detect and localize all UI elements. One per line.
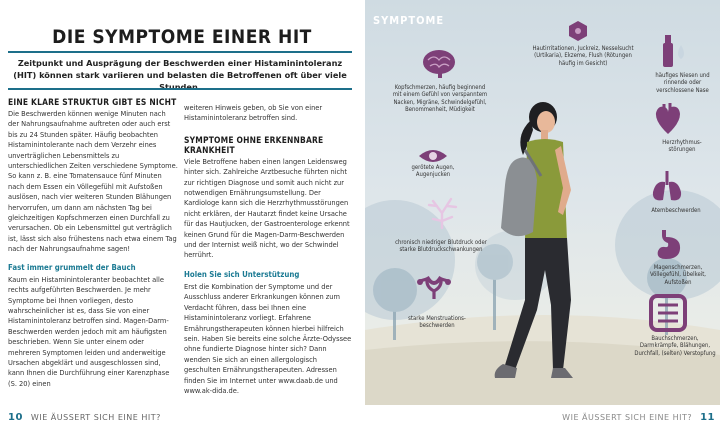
label-intestine: Bauchschmerzen, Darmkrämpfe, Blähungen, Durchfall, (selten) Verstopfung (634, 336, 716, 357)
label-heart: Herzrhythmus-störungen (662, 140, 702, 154)
section-text: Erst die Kombination der Symptome und der Ausschluss anderer Erkrankungen können zum Verdacht führen, dass bei Ihnen eine Histaminintoleranz vorliegt. Erfahrene Ernährungstherapeuten können hierbei hilfreich sein. Haben Sie bereits eine solche Ärzte-Odyssee ohne fundierte Diagnose hinter sich? Dann wenden Sie sich an einen allergologisch geschulten Ernährungstherapeuten. Adressen finden Sie im Internet unter www.daab.de und www.ak-dida.de. (184, 281, 352, 395)
label-nose: häufiges Niesen und rinnende oder verschlossene Nase (655, 73, 710, 94)
label-menstruation: starke Menstruations-beschwerden (408, 316, 466, 330)
page-number: 11 (700, 412, 715, 423)
section-text: Kaum ein Histaminintoleranter beobachtet alle rechts aufgeführten Beschwerden. Je mehr Symptome bei Ihnen vorliegen, desto wahrscheinlicher ist es, dass Sie von einer Histaminintoleranz betroffen sind. Magen-Darm-Beschwerden werden jedoch mit am häufigsten beschrieben. Wenn Sie unter einem oder mehreren Symptomen leiden und anderweitige Ursachen abgeklärt und ausgeschlossen sind, kann Ihnen die Durchführung einer Karenzphase (S. 20) einen (8, 274, 170, 388)
nose-spray-icon (659, 33, 689, 69)
section-heading: SYMPTOME OHNE ERKENNBARE KRANKHEIT (184, 134, 324, 155)
running-head: WIE ÄUSSERT SICH EINE HIT? (562, 413, 693, 422)
section-heading: EINE KLARE STRUKTUR GIBT ES NICHT (8, 97, 177, 107)
lungs-icon (650, 170, 684, 204)
label-stomach: Magenschmerzen, Völlegefühl, Übelkeit, Aufstoßen (650, 265, 706, 286)
intestine-icon (649, 294, 687, 332)
section-heading: Fast immer grummelt der Bauch (8, 262, 136, 272)
label-eyes: gerötete Augen, Augenjucken (411, 165, 455, 179)
stomach-icon (653, 229, 683, 261)
title-rule (8, 51, 352, 53)
right-page (365, 0, 720, 432)
uterus-icon (416, 271, 452, 301)
illustration (365, 0, 720, 405)
intro-text: Zeitpunkt und Ausprägung der Beschwerden einer Histaminintoleranz (HIT) können stark variieren und belasten die Betroffenen oft über viele (13, 58, 347, 81)
page-number: 10 (8, 412, 23, 423)
heart-icon (653, 102, 683, 136)
skin-icon (567, 20, 589, 42)
label-blood-pressure: chronisch niedriger Blutdruck oder starke Blutdruckschwankungen (395, 240, 487, 254)
section-text: Die Beschwerden können wenige Minuten nach der Nahrungsaufnahme auftreten oder auch erst bis zu 24 Stunden später. Häufig beobachten Histaminintolerante nach dem Verzehr eines unverträglichen Lebensmittels zu unterschiedlichen Zeiten verschiedene Symptome. So kann z. B. eine Tomatensauce fünf Minuten nach dem Essen ein Völlegefühl mit Aufstoßen auslösen, nach vier weiteren Stunden Blähungen hervorrufen, um dann am nächsten Tag bei gleichzeitigen Kopfschmerzen einen Durchfall zu verursachen. Ob ein Lebensmittel gut verträglich ist, lässt sich also frühestens nach etwa einem Tag nach der Nahrungsaufnahme sagen! (8, 109, 178, 254)
brain-icon (422, 48, 456, 78)
section-text: weiteren Hinweis geben, ob Sie von einer Histaminintoleranz betroffen sind. (184, 103, 323, 123)
label-head: Kopfschmerzen, häufig beginnend mit einem Gefühl von verspanntem Nacken, Migräne, Schwindelgefühl, Benommenheit, Müdigkeit (392, 85, 488, 113)
section-heading: Holen Sie sich Unterstützung (184, 269, 300, 279)
footer-left (8, 412, 161, 423)
page-title: DIE SYMPTOME EINER HIT (52, 26, 312, 48)
eye-icon (418, 148, 448, 164)
footer-right (365, 412, 715, 423)
column-1 (8, 97, 178, 389)
column-2 (184, 103, 352, 396)
symptoms-heading: SYMPTOME (373, 14, 445, 27)
label-lungs: Atembeschwerden (651, 208, 701, 214)
section-text: Viele Betroffene haben einen langen Leidensweg hinter sich. Zahlreiche Arztbesuche führten nicht zur richtigen Diagnose und somit auch nicht zur notwendigen Ernährungsumstellung. Der Kardiologe kann sich die Herzrhythmusstörungen nicht erklären, der Hautarzt findet keine Ursache für das Hautjucken, der Gastroenterologe erkennt keinen Grund für die Magen-Darm-Beschwerden und der Internist weiß nicht, wo der Schwindel herrührt. (184, 156, 350, 260)
running-head: WIE ÄUSSERT SICH EINE HIT? (30, 413, 161, 422)
intro-rule (8, 88, 352, 90)
blood-vessels-icon (425, 193, 459, 229)
label-skin: Hautirritationen, Juckreiz, Nesselsucht (Urtikaria), Ekzeme, Flush (Rötungen häufig im Gesicht) (532, 46, 634, 67)
